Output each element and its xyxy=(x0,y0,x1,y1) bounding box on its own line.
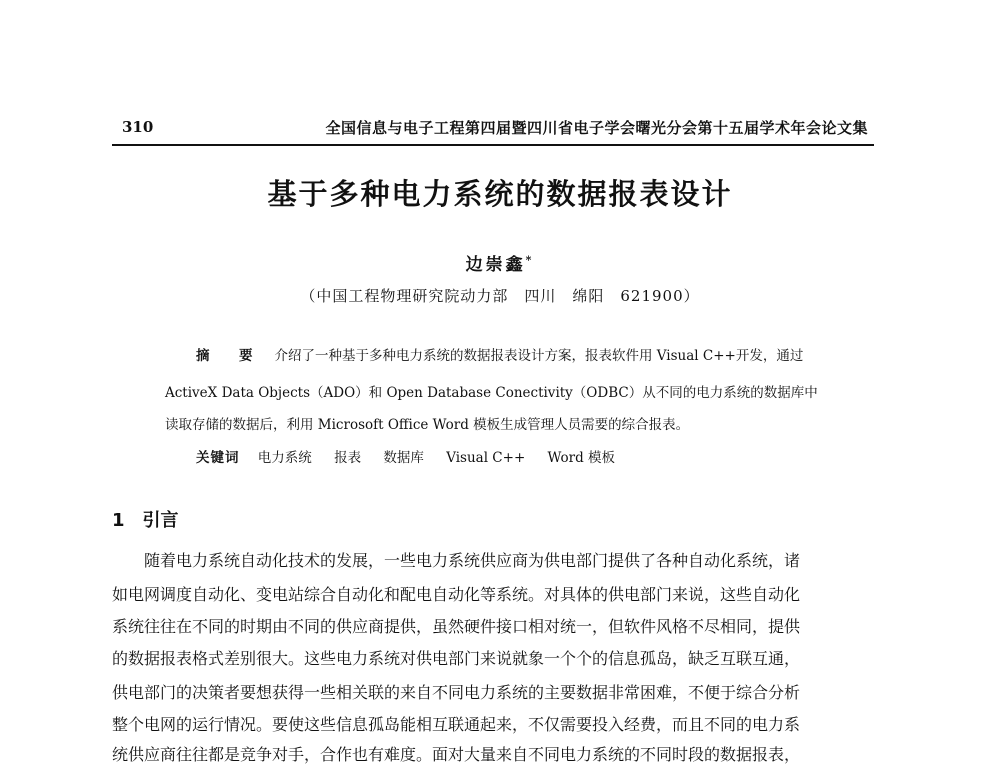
section-title: 引言 xyxy=(142,510,179,531)
author-name: 边崇鑫 xyxy=(465,255,526,275)
section-heading xyxy=(112,506,179,532)
page-number: 310 xyxy=(122,118,154,136)
running-head-title: 全国信息与电子工程第四届暨四川省电子学会曙光分会第十五届学术年会论文集 xyxy=(325,119,868,137)
keyword-item: Visual C++ xyxy=(446,450,526,466)
affiliation: （中国工程物理研究院动力部 四川 绵阳 621900） xyxy=(300,287,700,305)
body-paragraph-line: 供电部门的决策者要想获得一些相关联的来自不同电力系统的主要数据非常困难，不便于综合分析 xyxy=(112,683,801,702)
abstract-text: 介绍了一种基于多种电力系统的数据报表设计方案，报表软件用 Visual C++开发，通过 xyxy=(274,348,804,364)
body-paragraph-line: 随着电力系统自动化技术的发展，一些电力系统供应商为供电部门提供了各种自动化系统，诸 xyxy=(144,551,801,570)
keyword-item: Word 模板 xyxy=(547,450,616,466)
keywords-label: 关键词 xyxy=(196,450,240,466)
keyword-item: 数据库 xyxy=(383,450,424,466)
author-footnote-mark: * xyxy=(525,253,535,267)
keyword-item: 报表 xyxy=(334,450,362,466)
paper-title: 基于多种电力系统的数据报表设计 xyxy=(267,177,733,211)
body-paragraph-line: 统供应商往往都是竞争对手，合作也有难度。面对大量来自不同电力系统的不同时段的数据报表， xyxy=(112,745,801,764)
abstract-line-2: ActiveX Data Objects（ADO）和 Open Database Conectivity（ODBC）从不同的电力系统的数据库中 xyxy=(165,385,818,401)
abstract-line-3: 读取存储的数据后，利用 Microsoft Office Word 模板生成管理人员需要的综合报表。 xyxy=(165,417,690,433)
body-paragraph-line: 的数据报表格式差别很大。这些电力系统对供电部门来说就象一个个的信息孤岛，缺乏互联互通， xyxy=(112,649,801,668)
body-paragraph-line: 如电网调度自动化、变电站综合自动化和配电自动化等系统。对具体的供电部门来说，这些自动化 xyxy=(112,585,801,604)
keyword-item: 电力系统 xyxy=(257,450,312,466)
keywords-line xyxy=(196,448,876,468)
body-paragraph-line: 整个电网的运行情况。要使这些信息孤岛能相互联通起来，不仅需要投入经费，而且不同的电力系 xyxy=(112,715,801,734)
body-paragraph-line: 系统往往在不同的时期由不同的供应商提供，虽然硬件接口相对统一，但软件风格不尽相同，提供 xyxy=(112,617,801,636)
section-number: 1 xyxy=(112,510,125,531)
running-header xyxy=(112,114,874,146)
abstract-line-1 xyxy=(196,346,876,366)
abstract-label: 摘 要 xyxy=(196,348,261,364)
author-line xyxy=(0,250,1000,275)
